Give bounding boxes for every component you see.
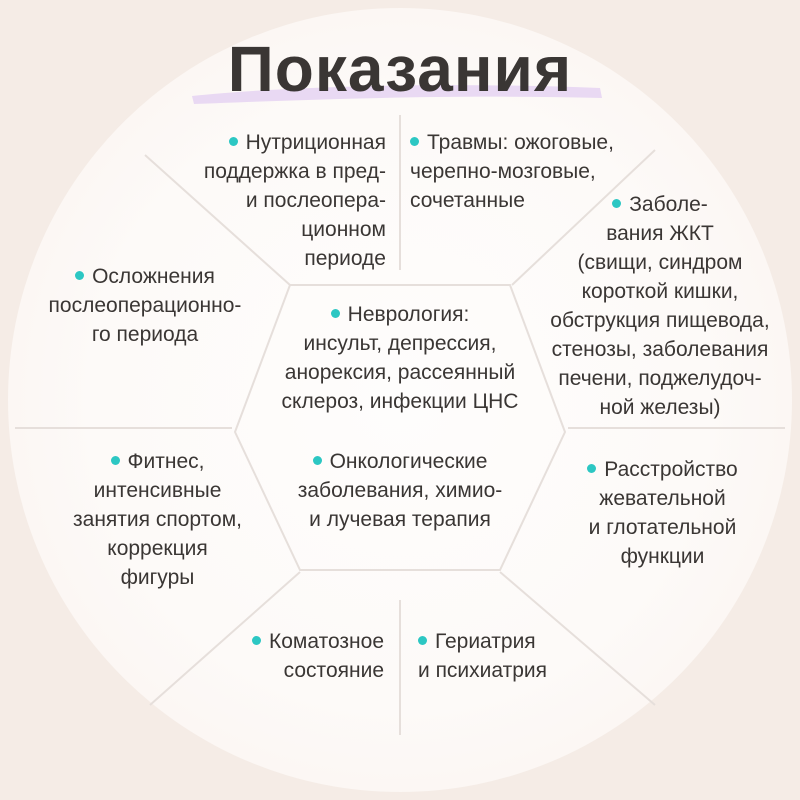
item-line: анорексия, рассеянный [284, 361, 516, 384]
bullet-icon [331, 309, 340, 318]
bullet-icon [410, 137, 419, 146]
item-line: Гериатрия [435, 630, 536, 653]
item-line: (свищи, синдром [577, 251, 743, 274]
item-line: и послеопера- [245, 189, 386, 212]
item-line: Осложнения [92, 265, 215, 288]
item-oncology [255, 447, 545, 534]
item-line: заболевания, химио- [297, 479, 503, 502]
bullet-icon [587, 464, 596, 473]
item-line: и лучевая терапия [309, 508, 491, 531]
bullet-icon [252, 636, 261, 645]
item-nutrition [204, 128, 386, 273]
item-line: коррекция [107, 537, 208, 560]
item-line: послеоперационно- [48, 294, 242, 317]
item-line: поддержка в пред- [203, 160, 386, 183]
bullet-icon [111, 456, 120, 465]
item-line: черепно-мозговые, [410, 160, 596, 183]
item-line: Травмы: ожоговые, [427, 131, 614, 154]
item-line: занятия спортом, [73, 508, 242, 531]
item-line: стенозы, заболевания [551, 338, 769, 361]
item-line: сочетанные [410, 189, 525, 212]
item-fitness [45, 447, 270, 592]
bullet-icon [75, 271, 84, 280]
bullet-icon [612, 199, 621, 208]
item-postop [20, 262, 270, 349]
item-line: го периода [91, 323, 199, 346]
item-line: Онкологические [329, 450, 488, 473]
item-line: Нутриционная [245, 131, 386, 154]
item-line: и глотательной [588, 516, 737, 539]
page-title: Показания [227, 33, 573, 105]
item-line: жевательной [599, 487, 726, 510]
item-line: периоде [304, 247, 386, 270]
item-line: короткой кишки, [581, 280, 739, 303]
bullet-icon [313, 456, 322, 465]
item-line: состояние [283, 659, 384, 682]
item-line: Фитнес, [127, 450, 205, 473]
item-line: печени, поджелудоч- [558, 367, 762, 390]
item-line: ной железы) [599, 396, 721, 419]
item-line: функции [620, 545, 705, 568]
item-line: Расстройство [604, 458, 738, 481]
item-line: интенсивные [93, 479, 222, 502]
item-line: обструкция пищевода, [550, 309, 770, 332]
item-line: вания ЖКТ [606, 222, 714, 245]
bullet-icon [418, 636, 427, 645]
item-line: склероз, инфекции ЦНС [281, 390, 519, 413]
item-line: фигуры [120, 566, 195, 589]
bullet-icon [229, 137, 238, 146]
item-coma [252, 627, 384, 685]
item-gi-diseases [520, 190, 800, 422]
item-line: ционном [301, 218, 386, 241]
item-line: инсульт, депрессия, [303, 332, 497, 355]
item-swallowing [545, 455, 780, 571]
item-line: Неврология: [347, 303, 470, 326]
item-line: Заболе- [629, 193, 708, 216]
item-line: и психиатрия [418, 659, 548, 682]
item-line: Коматозное [269, 630, 384, 653]
item-neurology [245, 300, 555, 416]
item-geriatrics [418, 627, 547, 685]
